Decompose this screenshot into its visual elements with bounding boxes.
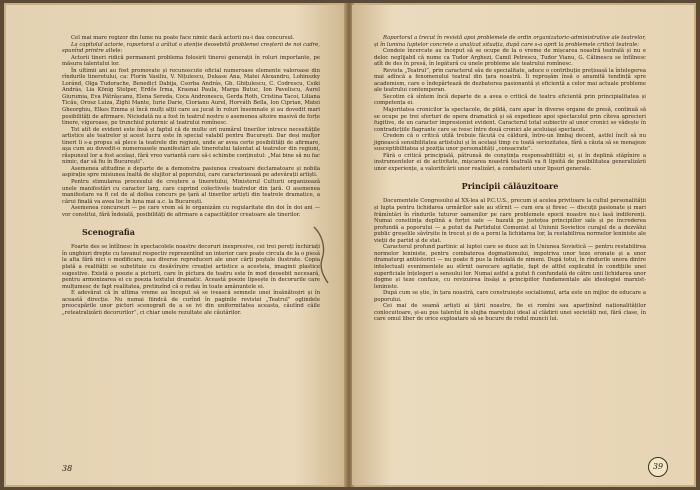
paragraph: Condeie încercate au început să se ocupe de la o vreme de mișcarea noastră teatrală și nu e deloc neglijabil că nume ca Tudor Arghezi, Camil Petrescu, Tudor Vianu, G. Călinescu se întîlnesc atît de des în presă, în legătură cu unele probleme ale teatrului romînesc.	[374, 48, 646, 68]
right-page-number: 39	[648, 457, 668, 477]
paragraph: E adevărat că în ultima vreme au început să se ivească semnele unei însănătoșiri și în această direcție. Nu numai fiindcă de curînd în paginile revistei „Teatrul” oglindele preocupările unor pictori scenografi de a se ivi din uniformitatea aceasta, căutînd căile „reteatralizării decorurilor”, ci chiar unele rezultate ale căutărilor.	[62, 290, 320, 316]
paragraph: La capitolul actorie, raportorul a arătat o atenție deosebită problemei creșterii de noi cadre, spunînd printre altele:	[62, 41, 320, 55]
left-page	[6, 5, 346, 485]
paragraph: Foarte des se întîlnesc în spectacolele noastre decoruri inexpresive, cei trei pereți închiriați în unghiuri drepte cu tavanul respectiv reprezentînd un interior care poate circula de la o piesă la alta fără nici o modificare, sau diverse reproduceri ale unor cărți poștale ilustrate. Copia plată a realității se substituie cu desăvîrșire creației artistice a acesteia, imaginii plastice sugestive. Există o poezie a picturii, care în pictura de teatru este în mod deosebit necesară, pentru armonizarea ei cu poezia textului dramatic. Această poezie lipsește în decorurile care mulțumesc de fapt realitatea, pretinzînd că o redau în toate amănuntele ei.	[62, 244, 320, 290]
left-text-column	[62, 35, 320, 447]
section-heading: Scenografia	[82, 227, 135, 238]
pencil-margin-mark-icon	[310, 225, 332, 285]
paragraph: Fără o critică principială, pătrunsă de conștința responsabilității ei, și în deplină stăpînire a instrumentelor ei de activitate, mișcarea noastră teatrală va fi lipsită de posibilitatea generalizării unor experiențe, a valorificării unor realizări, a combaterii unor lipsuri generale.	[374, 152, 646, 172]
section-heading: Principii călăuzitoare	[461, 181, 559, 192]
right-text-column	[374, 35, 646, 447]
paragraph: Cei mai de seamă artiști ai țării noastre, fie ei romîni sau aparținînd naționalităților conlocuitoare, și-au pus talentul în slujba marețului ideal al clădirii unei societăți noi, fără clase, în care omul liber de orice exploatare să se bucure de rodul muncii lui.	[374, 303, 646, 323]
book-spread	[4, 3, 696, 487]
paragraph: În ultimii ani au fost promovate și recunoscute oficial numeroase elemente valoroase din rîndurile tineretului, ca: Florin Vasiliu, V. Nițulescu, Dukase Ana, Matei Alexandru, Lohinszky Loránd, Olga Tudorache, Benedict Dabija, Csorba András, Gh. Ghițulescu, C. Codrescu, Csiki András, Lia König Stolper, Erdős Irma, Krasnai Paula, Marga Butuc, Ion Paveliscu, Aurel Giurumia, Eva Pătrășcanu, Elena Sereda, Coca Andronescu, Gerda Roth, Cristina Tacoi, Liliana Ticău, Orosz Luiza, Zighi Mante, Iurie Darie, Ciorianu Aurel, Horváth Bella, Ion Ciprian, Matei Gheorghiu, Elkes Emma și încă mulți alții care au jucat în roluri însemnate și au dovedit mari posibilități de afirmare. Niciodată nu a fost în teatrul nostru o asemenea altoire masivă de forțe tinere, viguroase, pe trunchiul puternic al teatrului romînesc.	[62, 67, 320, 127]
paragraph: Majoritatea cronicilor la spectacole, de pildă, care apar în diverse organe de presă, continuă să se ocupe pe trei sferturi de opera dramatică și să expedieze apoi spectacolul prin cîteva aprecieri fugitive, de un caracter impresionist evident. Caracterul total subiectiv al unor cronici se vădește în contradicțiile flagrante care se ivesc între două cronici ale aceluiași spectacol.	[374, 107, 646, 133]
left-page-number: 38	[62, 464, 73, 473]
paragraph: Cel mai mare regizor din lume nu poate face nimic dacă actorii nu-i dau concursul.	[71, 35, 295, 41]
paragraph: Secotim că sîntem încă departe de a avea o critică de teatru eficientă prin principialitatea și competența ei.	[374, 93, 646, 107]
paragraph: Asemenea concursuri — pe care vrem să le organizăm cu regularitate din doi în doi ani — vor constitui, fără îndoială, posibilități de afirmare a capacităților creatoare ale tinerilor.	[62, 205, 320, 218]
paragraph: Asemenea atitudine e departe de a demonstra pasiunea creatoare declamatoare și nobila aspirație spre misiunea înaltă de slujitor al poporului, care caracterizează pe adevărații artiști.	[62, 165, 320, 179]
paragraph: După cum se știe, în țara noastră, care construiește socialismul, arta este un mijloc de educare a poporului.	[374, 290, 646, 303]
right-page	[352, 5, 694, 485]
paragraph: Credem că o critică utilă trebuie făcută cu căldură, între-un limbaj decent, astfel încît să nu jignească sensibilitatea artistului și în același timp cu toată seriozitatea, fără a căuta să se menajeze susceptibilitatea și poziția unor personalități „consacrate”.	[374, 133, 646, 153]
paragraph: Raportorul a trecut în revistă apoi problemele de ordin organizatoric-administrative ale teatrelor, și în lumina luptelor concrete a analizat situația, după care s-a oprit la problemele criticii teatrale:	[374, 35, 646, 48]
paragraph: Tot atît de evident este însă și faptul că de multe ori numărul tinerilor intrece necesitățile artistice ale teatrelor și acest lucru este în special valabil pentru București. Dar deși mulțor tineri li s-a propus să plece la teatrele din regiuni, unde ar avea certe posibilități de afirmare, aşa cum au dovedit-o numeroasele manifestări ale tineretului talentat al teatrelor din regiuni, răspunsul lor a fost același, fără vreo variantă care să-i schimbe conținutul: „Mai bine să nu fac nimic, dar să fiu în București”.	[62, 126, 320, 166]
paragraph: Actorii tineri ridică permanent problema folosirii tinerei generații în roluri importante, pe măsura talentului lor.	[62, 54, 320, 68]
paragraph: Pentru stimularea procesului de creștere a tineretului, Ministerul Culturii organizează unele manifestări cu caracter larg, care cuprind colectivele teatrelor din țară. O asemenea manifestare va fi cel de al doilea concurs pe țară al tinerilor artiști din teatrele dramatice, a cărui finală va avea loc în luna mai a.c. la București.	[62, 179, 320, 205]
paragraph: Revista „Teatrul”, prin caracterul său de specialitate, aduce o contribuție prețioasă la întelegerea mai adîncă a fenomenului teatral din țara noastră. Îi reproșăm însă o anumită tendință spre academism, care o îndepărtează de dezbaterea pasionantă și eficientă a celor mai actuale probleme ale teatrului contemporan.	[374, 67, 646, 94]
paragraph: Caracterul profund partinic al luptei care se duce azi în Uniunea Sovietică — pentru restabilirea normelor leniniste, pentru combaterea dogmatismului, impotriva unor teze eronate și a unor dramaturgi antiistorici — nu poate fi pus la îndoială de nimeni. După totui, în rîndurile unora dintre intelectuali evenimentele au stîrnit oarecare agitație, fapt de altfel explicabil în condițiile unei superficiale înțelegeri a sensului lor. Numai astfel a putut fi confundată de către unii lichidarea unor dogme și teze confuze, cu revizuirea însăși a principiilor fundamentale ale ideologiei marxist-leniniste.	[374, 244, 646, 290]
paragraph: Documentele Congresului al XX-lea al P.C.U.S., precum și acelea privitoare la cultul personalității și lupta pentru lichidarea urmărilor sale au stîrnit — cum era și firesc — discuții pasionate și mari frămîntări în rîndurile tuturor oamenilor pe care problemele epocii noastre nu-i lasă indiferenți. Numai constiința deplină a forței sale — bazată pe justețea principiilor sale și pe încrederea profundă a poporului — a putut da Partidului Comunist al Uniunii Sovietice curajul de a dezvălui public greșelile săvîrșite în trecut și de a porni la lichidarea lor, la restabilirea normelor leniniste ale vieții de partid și de stat.	[374, 198, 646, 244]
